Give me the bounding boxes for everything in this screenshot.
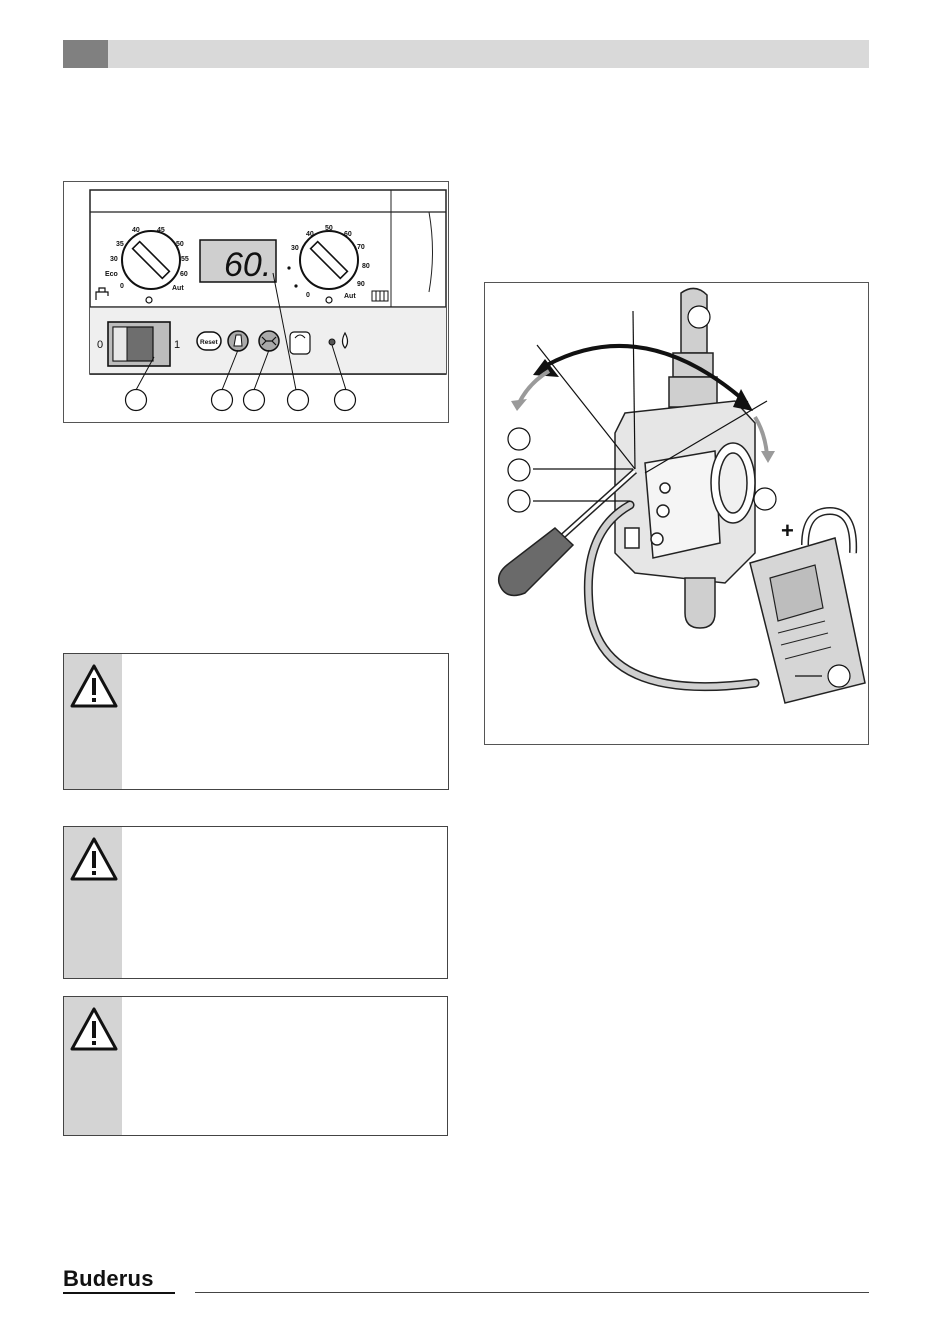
callout-circle	[335, 390, 356, 411]
gas-pipe	[669, 288, 717, 407]
dial-left-label: Eco	[105, 271, 118, 278]
warning-triangle-icon	[68, 1005, 120, 1053]
dial-left-label: 0	[120, 283, 124, 290]
dial-left-label: 45	[157, 227, 165, 234]
logo-underline	[63, 1292, 175, 1294]
warning-box	[63, 653, 449, 790]
chapter-tab	[63, 40, 108, 68]
dial-left-label: 30	[110, 256, 118, 263]
callout-circle	[828, 665, 850, 687]
dial-right-label: 80	[362, 263, 370, 270]
callout-circle	[688, 306, 710, 328]
callout-circle	[508, 459, 530, 481]
dial-left-label: 35	[116, 241, 124, 248]
outlet-pipe	[685, 578, 715, 628]
dial-right-label: 70	[357, 244, 365, 251]
warning-triangle-icon	[68, 662, 120, 710]
flame-icon	[343, 333, 348, 348]
reset-label: Reset	[200, 339, 218, 346]
warning-box	[63, 826, 448, 979]
dial-right-label: 50	[325, 225, 333, 232]
dial-left-label: Aut	[172, 285, 184, 292]
gas-valve-drawing	[485, 283, 868, 744]
main-switch[interactable]	[108, 322, 170, 366]
gas-valve-figure	[484, 282, 869, 745]
service-button[interactable]	[259, 331, 279, 351]
callout-circle	[212, 390, 233, 411]
switch-off-label: 0	[97, 339, 104, 351]
dial-left-label: 55	[181, 256, 189, 263]
switch-on-label: 1	[174, 339, 181, 351]
temperature-display	[200, 240, 276, 284]
control-panel-figure	[63, 181, 449, 423]
pressure-gauge-icon	[290, 332, 310, 354]
callout-circle	[508, 490, 530, 512]
warning-triangle-icon	[68, 835, 120, 883]
callout-circle	[508, 428, 530, 450]
callout-circle	[244, 390, 265, 411]
dial-left-label: 60	[180, 271, 188, 278]
reset-button[interactable]	[197, 332, 221, 350]
dial-right-label: 0	[306, 292, 310, 299]
plus-sign: +	[781, 518, 794, 543]
callout-circle	[288, 390, 309, 411]
dial-left-label: 40	[132, 227, 140, 234]
status-led	[329, 339, 335, 345]
control-panel-drawing	[64, 182, 448, 422]
header-bar	[63, 40, 869, 68]
dial-right-label: 90	[357, 281, 365, 288]
brand-logo: Buderus	[63, 1266, 154, 1291]
dial-right-label: Aut	[344, 293, 356, 300]
dial-right-label: 60	[344, 231, 352, 238]
chimney-sweep-button[interactable]	[228, 331, 248, 351]
dial-right-label: 40	[306, 231, 314, 238]
warning-box	[63, 996, 448, 1136]
gas-valve-body	[615, 401, 755, 583]
display-value: 60.	[224, 246, 272, 284]
footer-rule	[195, 1292, 869, 1293]
dial-left-label: 50	[176, 241, 184, 248]
callout-circle	[754, 488, 776, 510]
dial-right-label: 30	[291, 245, 299, 252]
callout-circle	[126, 390, 147, 411]
